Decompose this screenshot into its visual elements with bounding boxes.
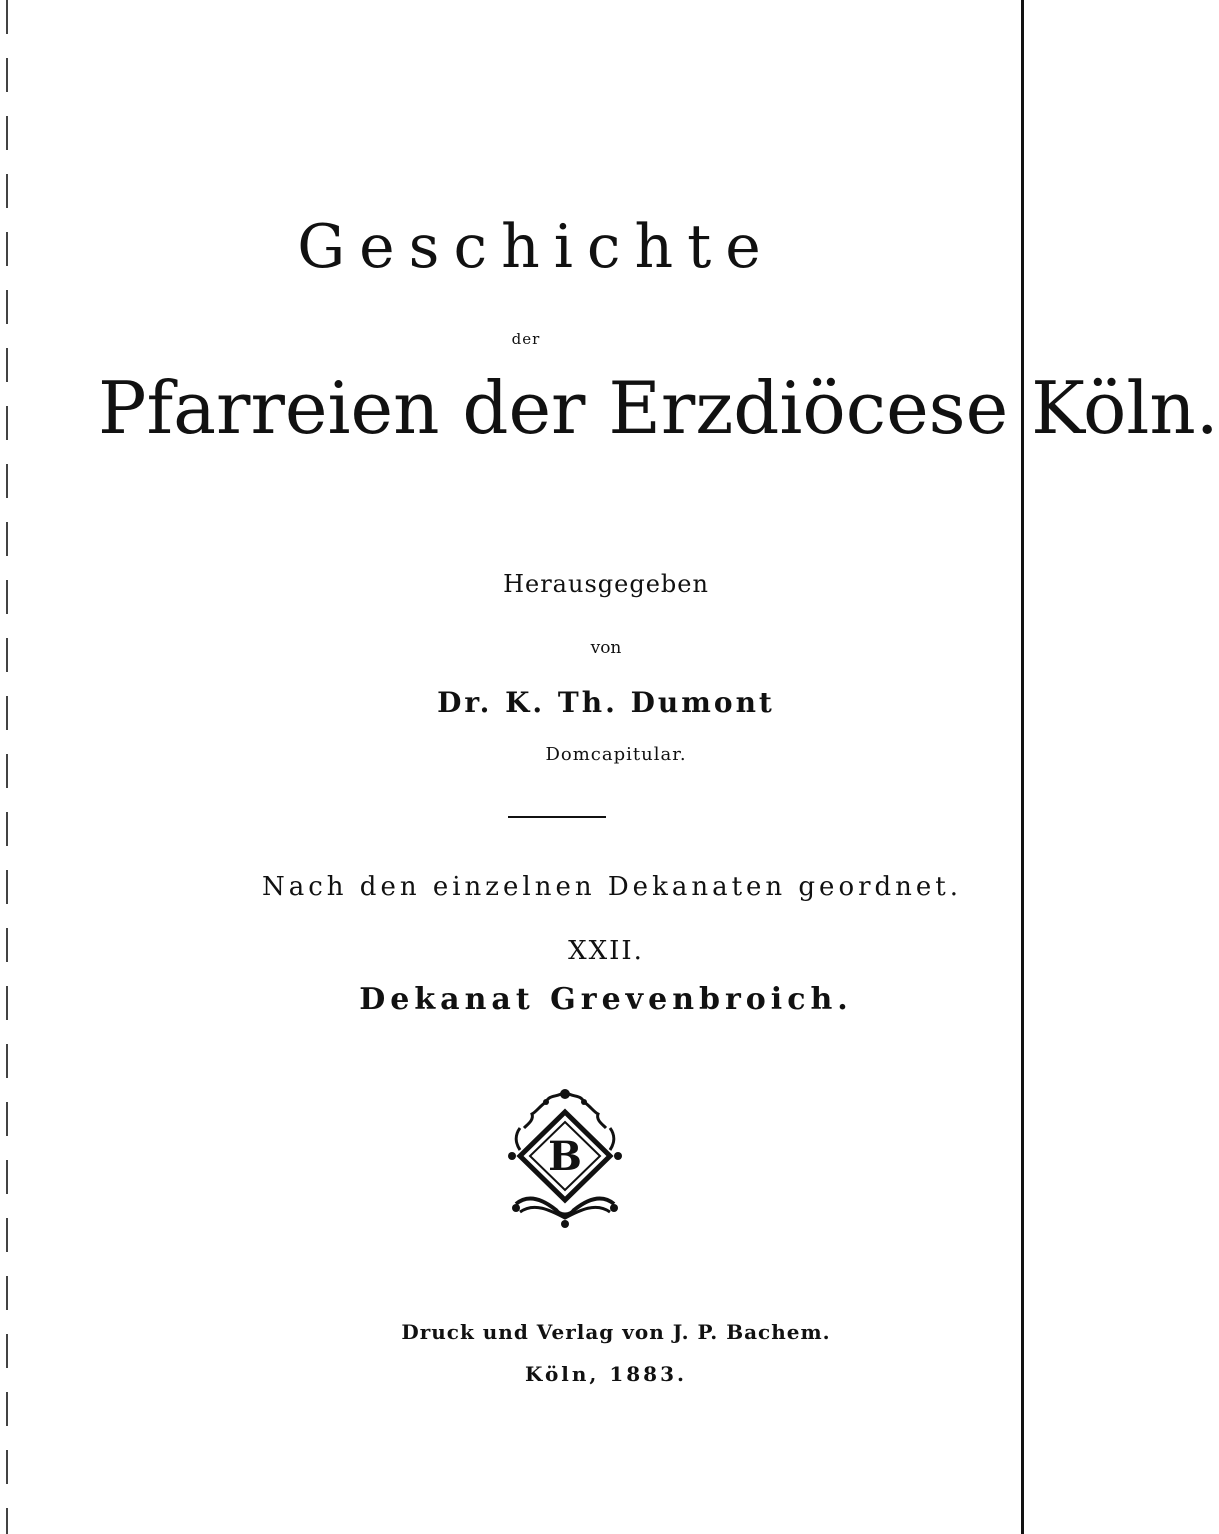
by-label: von: [590, 638, 622, 658]
deanery-title: Dekanat Grevenbroich.: [359, 982, 853, 1017]
subject-title: Pfarreien der Erzdiöcese Köln.: [98, 366, 1219, 450]
arrangement-note: Nach den einzelnen Dekanaten geordnet.: [261, 872, 963, 902]
author-role: Domcapitular.: [545, 744, 687, 765]
author-name: Dr. K. Th. Dumont: [437, 686, 775, 719]
divider-rule: [508, 816, 606, 818]
volume-number: XXII.: [568, 936, 644, 966]
monogram-letter: B: [548, 1133, 582, 1180]
place-and-year: Köln, 1883.: [525, 1362, 687, 1386]
title-connector: der: [511, 330, 541, 348]
main-title: Geschichte: [297, 212, 775, 282]
publisher-monogram-icon: [506, 1084, 624, 1234]
edited-label: Herausgegeben: [503, 570, 709, 598]
publisher-imprint: Druck und Verlag von J. P. Bachem.: [401, 1320, 831, 1344]
